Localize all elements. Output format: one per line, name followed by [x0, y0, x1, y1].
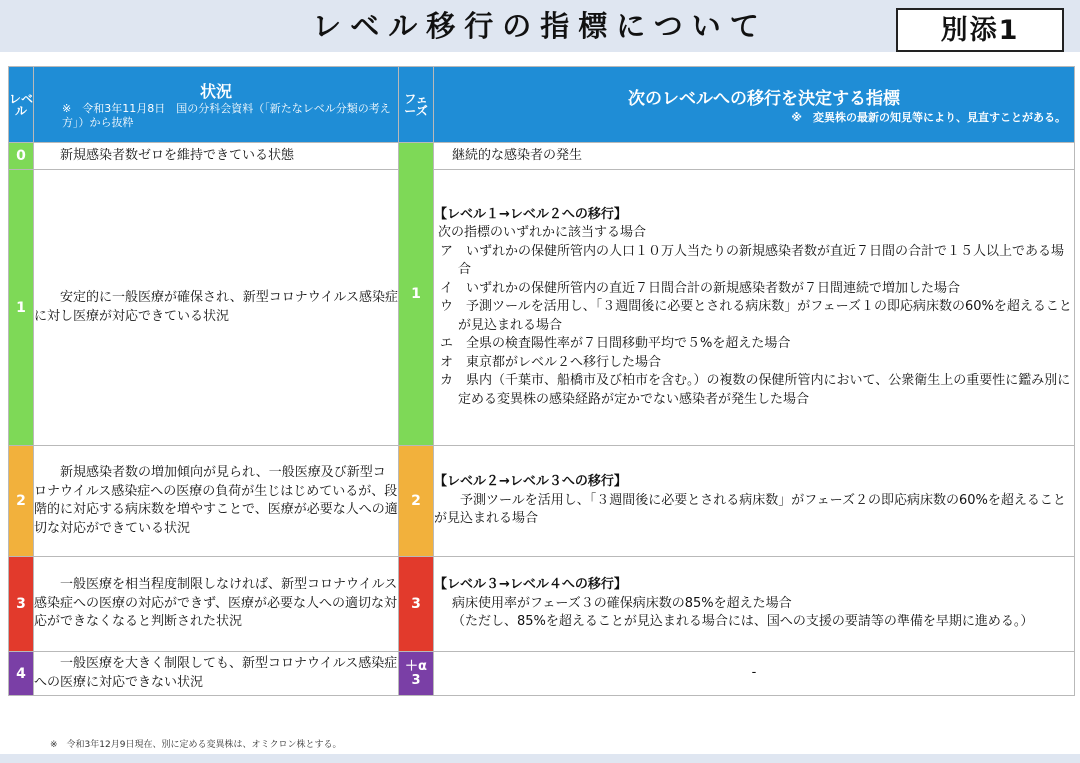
table-header-row	[9, 67, 1075, 143]
indicator-1-intro: 次の指標のいずれかに該当する場合	[438, 225, 647, 241]
indicator-column-header	[434, 67, 1075, 143]
phase-3-cell: 3	[399, 557, 434, 652]
table-row-level-2	[9, 446, 1075, 557]
indicator-1-item: イ いずれかの保健所管内の直近７日間合計の新規感染者数が７日間連続で増加した場合	[440, 280, 961, 296]
indicator-1-item: ア いずれかの保健所管内の人口１０万人当たりの新規感染者数が直近７日間の合計で１５人以上である場合	[440, 243, 1065, 278]
status-level-4: 一般医療を大きく制限しても、新型コロナウイルス感染症への医療に対応できない状況	[34, 652, 399, 696]
status-header-note: ※ 令和3年11月8日 国の分科会資料（「新たなレベル分類の考え方」）から抜粋	[62, 102, 391, 129]
level-0-cell: 0	[9, 143, 34, 170]
phase-plus-alpha-cell: ＋α 3	[399, 652, 434, 696]
indicator-level-3	[434, 557, 1075, 652]
table-row-level-0	[9, 143, 1075, 170]
attachment-label: 別添1	[896, 8, 1064, 52]
indicator-2-body: 予測ツールを活用し、「３週間後に必要とされる病床数」がフェーズ２の即応病床数の60%を超えることが見込まれる場合	[434, 492, 1066, 527]
page-title: レベル移行の指標について	[312, 9, 768, 43]
indicator-3-note: （ただし、85%を超えることが見込まれる場合には、国への支援の要請等の準備を早期に進める。）	[452, 614, 1034, 630]
bottom-band	[0, 754, 1080, 763]
indicator-level-0: 継続的な感染者の発生	[434, 143, 1075, 170]
indicator-3-line: 病床使用率がフェーズ３の確保病床数の85%を超えた場合	[452, 595, 792, 611]
indicator-1-item: エ 全県の検査陽性率が７日間移動平均で５%を超えた場合	[440, 336, 791, 352]
status-level-0: 新規感染者数ゼロを維持できている状態	[34, 143, 399, 170]
indicator-header-note: ※ 変異株の最新の知見等により、見直すことがある。	[791, 111, 1066, 124]
indicator-level-4: -	[434, 652, 1075, 696]
indicator-1-heading: 【レベル１→レベル２への移行】	[434, 206, 627, 222]
table-row-level-1	[9, 170, 1075, 446]
status-column-header	[34, 67, 399, 143]
indicator-header-title: 次のレベルへの移行を決定する指標	[628, 89, 900, 109]
status-level-2: 新規感染者数の増加傾向が見られ、一般医療及び新型コロナウイルス感染症への医療の負荷が生じはじめているが、段階的に対応する病床数を増やすことで、医療が必要な人への適切な対応ができている状況	[34, 446, 399, 557]
level-2-cell: 2	[9, 446, 34, 557]
status-header-title: 状況	[199, 82, 232, 101]
footnote: ※ 令和3年12月9日現在、別に定める変異株は、オミクロン株とする。	[50, 740, 342, 750]
level-4-cell: 4	[9, 652, 34, 696]
level-3-cell: 3	[9, 557, 34, 652]
indicator-1-item: ウ 予測ツールを活用し、「３週間後に必要とされる病床数」がフェーズ１の即応病床数の60%を超えることが見込まれる場合	[440, 299, 1072, 333]
level-1-cell: 1	[9, 170, 34, 446]
table-row-level-3	[9, 557, 1075, 652]
phase-1-cell: 1	[399, 143, 434, 446]
indicator-1-item: オ 東京都がレベル２へ移行した場合	[440, 354, 662, 370]
indicator-level-1	[434, 170, 1075, 446]
phase-2-cell: 2	[399, 446, 434, 557]
level-indicator-table	[8, 66, 1075, 696]
status-level-1: 安定的に一般医療が確保され、新型コロナウイルス感染症に対し医療が対応できている状況	[34, 170, 399, 446]
level-column-header: レベル	[9, 67, 34, 143]
indicator-level-2	[434, 446, 1075, 557]
phase-column-header: フェーズ	[399, 67, 434, 143]
indicator-3-heading: 【レベル３→レベル４への移行】	[434, 577, 627, 593]
indicator-1-item: カ 県内（千葉市、船橋市及び柏市を含む。）の複数の保健所管内において、公衆衛生上の重要性に鑑み別に定める変異株の感染経路が定かでない感染者が発生した場合	[440, 373, 1071, 407]
status-level-3: 一般医療を相当程度制限しなければ、新型コロナウイルス感染症への医療の対応ができず、医療が必要な人への適切な対応ができなくなると判断された状況	[34, 557, 399, 652]
indicator-2-heading: 【レベル２→レベル３への移行】	[434, 474, 627, 490]
table-row-level-4	[9, 652, 1075, 696]
